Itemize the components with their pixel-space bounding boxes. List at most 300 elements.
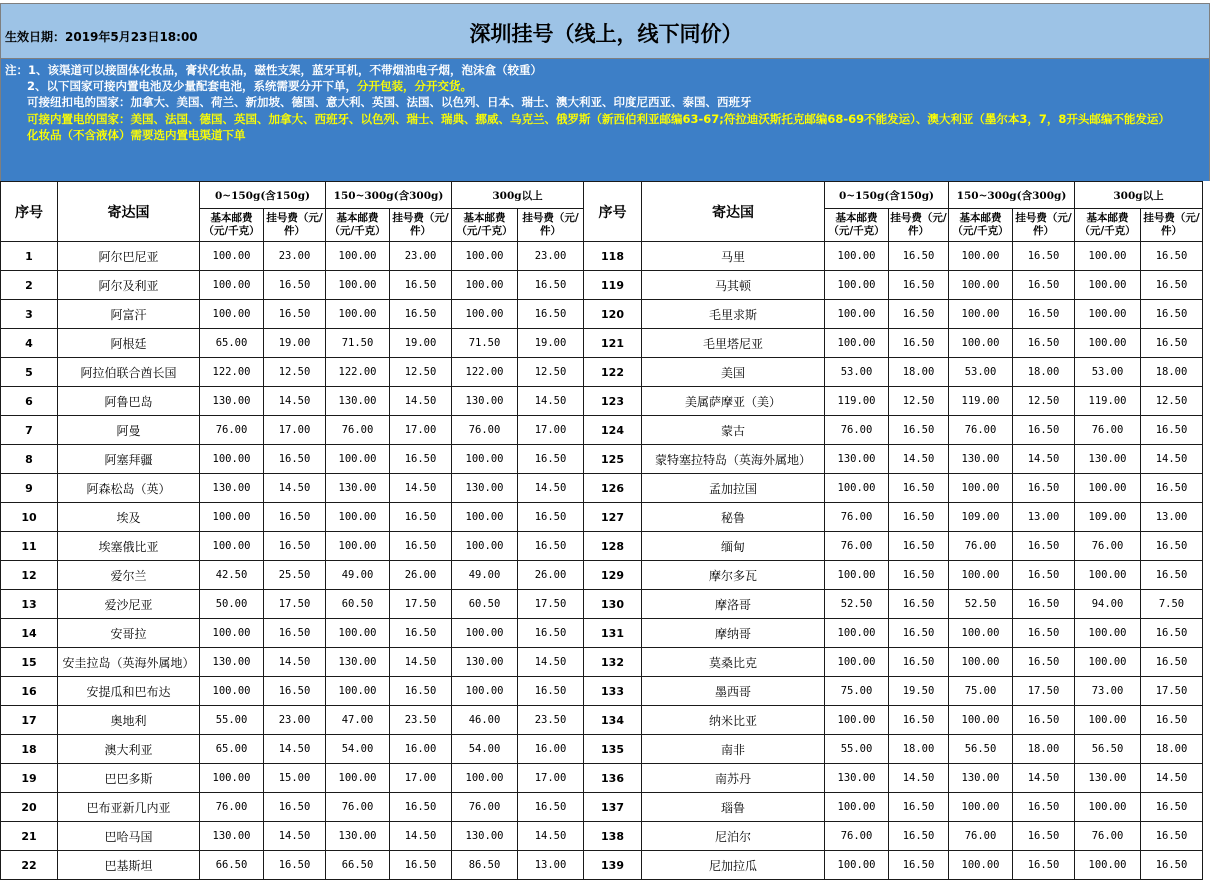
seq-cell-left: 20 — [1, 793, 58, 822]
base-fee-cell-right: 130.00 — [825, 764, 889, 793]
seq-cell-left: 16 — [1, 677, 58, 706]
header-country-left: 寄达国 — [58, 182, 200, 242]
base-fee-cell-right: 100.00 — [1075, 561, 1141, 590]
seq-cell-left: 21 — [1, 822, 58, 851]
base-fee-cell-right: 100.00 — [949, 242, 1013, 271]
base-fee-cell-left: 100.00 — [326, 503, 390, 532]
table-row — [1, 532, 1203, 561]
base-fee-cell-right: 119.00 — [949, 387, 1013, 416]
base-fee-cell-left: 130.00 — [200, 822, 264, 851]
country-cell-right: 毛里塔尼亚 — [642, 329, 825, 358]
country-cell-right: 蒙特塞拉特岛（英海外属地） — [642, 445, 825, 474]
reg-fee-cell-left: 19.00 — [390, 329, 452, 358]
base-fee-cell-left: 100.00 — [200, 271, 264, 300]
base-fee-cell-left: 100.00 — [326, 271, 390, 300]
reg-fee-cell-right: 16.50 — [1141, 706, 1203, 735]
reg-fee-cell-right: 16.50 — [1013, 619, 1075, 648]
note-line-2-highlight: 分开包装，分开交货。 — [357, 79, 472, 94]
reg-fee-cell-right: 18.00 — [1141, 735, 1203, 764]
reg-fee-cell-right: 18.00 — [1141, 358, 1203, 387]
table-row — [1, 822, 1203, 851]
country-cell-left: 澳大利亚 — [58, 735, 200, 764]
base-fee-cell-left: 76.00 — [452, 793, 518, 822]
base-fee-cell-left: 130.00 — [452, 822, 518, 851]
seq-cell-left: 4 — [1, 329, 58, 358]
table-row — [1, 503, 1203, 532]
base-fee-cell-left: 71.50 — [326, 329, 390, 358]
reg-fee-cell-right: 18.00 — [1013, 358, 1075, 387]
reg-fee-cell-left: 16.50 — [264, 851, 326, 880]
seq-cell-right: 130 — [584, 590, 642, 619]
base-fee-cell-left: 100.00 — [326, 764, 390, 793]
seq-cell-right: 119 — [584, 271, 642, 300]
reg-fee-cell-right: 16.50 — [889, 532, 949, 561]
table-row — [1, 619, 1203, 648]
reg-fee-cell-right: 13.00 — [1013, 503, 1075, 532]
reg-fee-cell-left: 12.50 — [390, 358, 452, 387]
reg-fee-cell-right: 16.50 — [1141, 532, 1203, 561]
seq-cell-right: 122 — [584, 358, 642, 387]
base-fee-cell-right: 119.00 — [1075, 387, 1141, 416]
base-fee-cell-left: 100.00 — [452, 242, 518, 271]
seq-cell-left: 17 — [1, 706, 58, 735]
country-cell-left: 阿富汗 — [58, 300, 200, 329]
country-cell-right: 马其顿 — [642, 271, 825, 300]
table-row — [1, 242, 1203, 271]
seq-cell-right: 133 — [584, 677, 642, 706]
reg-fee-cell-right: 16.50 — [1141, 329, 1203, 358]
seq-cell-left: 11 — [1, 532, 58, 561]
seq-cell-left: 13 — [1, 590, 58, 619]
country-cell-right: 马里 — [642, 242, 825, 271]
country-cell-left: 巴布亚新几内亚 — [58, 793, 200, 822]
reg-fee-cell-left: 16.50 — [390, 503, 452, 532]
reg-fee-cell-right: 16.50 — [1013, 648, 1075, 677]
reg-fee-cell-right: 16.50 — [889, 242, 949, 271]
table-row — [1, 793, 1203, 822]
reg-fee-cell-left: 16.50 — [390, 851, 452, 880]
table-row — [1, 445, 1203, 474]
base-fee-cell-left: 100.00 — [452, 764, 518, 793]
base-fee-cell-left: 130.00 — [326, 474, 390, 503]
reg-fee-cell-right: 16.50 — [889, 271, 949, 300]
base-fee-cell-right: 100.00 — [949, 793, 1013, 822]
base-fee-cell-right: 100.00 — [1075, 706, 1141, 735]
base-fee-cell-right: 76.00 — [949, 822, 1013, 851]
base-fee-cell-right: 100.00 — [825, 329, 889, 358]
base-fee-cell-right: 100.00 — [825, 474, 889, 503]
country-cell-right: 墨西哥 — [642, 677, 825, 706]
table-row — [1, 300, 1203, 329]
seq-cell-right: 139 — [584, 851, 642, 880]
reg-fee-cell-right: 16.50 — [1013, 532, 1075, 561]
country-cell-left: 阿塞拜疆 — [58, 445, 200, 474]
base-fee-cell-left: 71.50 — [452, 329, 518, 358]
base-fee-cell-left: 100.00 — [452, 300, 518, 329]
reg-fee-cell-right: 16.50 — [1141, 793, 1203, 822]
table-row — [1, 735, 1203, 764]
seq-cell-right: 124 — [584, 416, 642, 445]
base-fee-cell-right: 100.00 — [825, 271, 889, 300]
reg-fee-cell-left: 16.50 — [390, 271, 452, 300]
base-fee-cell-right: 100.00 — [1075, 271, 1141, 300]
base-fee-cell-left: 46.00 — [452, 706, 518, 735]
header-band3-left: 300g以上 — [452, 182, 584, 209]
reg-fee-cell-right: 16.50 — [889, 590, 949, 619]
country-cell-right: 美属萨摩亚（美） — [642, 387, 825, 416]
base-fee-cell-right: 76.00 — [825, 416, 889, 445]
reg-fee-cell-right: 16.50 — [889, 822, 949, 851]
base-fee-cell-left: 130.00 — [452, 474, 518, 503]
reg-fee-cell-right: 17.50 — [1013, 677, 1075, 706]
reg-fee-cell-left: 14.50 — [518, 648, 584, 677]
country-cell-left: 阿拉伯联合酋长国 — [58, 358, 200, 387]
country-cell-right: 孟加拉国 — [642, 474, 825, 503]
reg-fee-cell-left: 16.50 — [518, 300, 584, 329]
base-fee-cell-left: 100.00 — [452, 271, 518, 300]
country-cell-left: 巴基斯坦 — [58, 851, 200, 880]
reg-fee-cell-left: 14.50 — [518, 822, 584, 851]
note-line-5: 化妆品（不含液体）需要选内置电渠道下单 — [27, 127, 246, 142]
reg-fee-cell-left: 16.50 — [390, 677, 452, 706]
table-row — [1, 706, 1203, 735]
country-cell-left: 安哥拉 — [58, 619, 200, 648]
header-reg-fee: 挂号费（元/件） — [390, 209, 452, 242]
base-fee-cell-right: 53.00 — [825, 358, 889, 387]
country-cell-right: 纳米比亚 — [642, 706, 825, 735]
seq-cell-right: 118 — [584, 242, 642, 271]
reg-fee-cell-left: 16.00 — [390, 735, 452, 764]
reg-fee-cell-left: 14.50 — [518, 387, 584, 416]
reg-fee-cell-right: 16.50 — [1141, 416, 1203, 445]
header-band1-left: 0~150g(含150g) — [200, 182, 326, 209]
seq-cell-left: 2 — [1, 271, 58, 300]
seq-cell-right: 123 — [584, 387, 642, 416]
base-fee-cell-right: 100.00 — [825, 706, 889, 735]
table-row — [1, 329, 1203, 358]
reg-fee-cell-left: 16.50 — [390, 300, 452, 329]
base-fee-cell-left: 100.00 — [452, 619, 518, 648]
base-fee-cell-left: 100.00 — [200, 445, 264, 474]
note-line-4: 可接内置电的国家：美国、法国、德国、英国、加拿大、西班牙、以色列、瑞士、瑞典、挪威、乌克兰、俄罗斯（新西伯利亚邮编63-67;符拉迪沃斯托克邮编68-69不能发运）、澳大利亚（墨尔本3，7，8开头邮编不能发运） — [27, 111, 1170, 126]
reg-fee-cell-right: 14.50 — [1013, 764, 1075, 793]
base-fee-cell-right: 100.00 — [949, 706, 1013, 735]
reg-fee-cell-left: 23.50 — [518, 706, 584, 735]
reg-fee-cell-left: 23.00 — [390, 242, 452, 271]
seq-cell-left: 22 — [1, 851, 58, 880]
reg-fee-cell-right: 19.50 — [889, 677, 949, 706]
seq-cell-right: 138 — [584, 822, 642, 851]
base-fee-cell-right: 100.00 — [1075, 619, 1141, 648]
sheet-header — [0, 3, 1210, 59]
reg-fee-cell-left: 14.50 — [390, 648, 452, 677]
base-fee-cell-left: 76.00 — [326, 416, 390, 445]
seq-cell-right: 126 — [584, 474, 642, 503]
reg-fee-cell-right: 16.50 — [1013, 474, 1075, 503]
base-fee-cell-right: 76.00 — [1075, 532, 1141, 561]
reg-fee-cell-right: 16.50 — [1141, 648, 1203, 677]
reg-fee-cell-left: 16.50 — [518, 793, 584, 822]
country-cell-left: 安圭拉岛（英海外属地） — [58, 648, 200, 677]
note-line-2 — [5, 78, 1201, 94]
page-title: 深圳挂号（线上，线下同价） — [469, 22, 743, 46]
country-cell-left: 埃塞俄比亚 — [58, 532, 200, 561]
country-cell-right: 摩洛哥 — [642, 590, 825, 619]
reg-fee-cell-left: 23.50 — [390, 706, 452, 735]
base-fee-cell-right: 130.00 — [1075, 764, 1141, 793]
header-band2-left: 150~300g(含300g) — [326, 182, 452, 209]
base-fee-cell-right: 100.00 — [1075, 300, 1141, 329]
base-fee-cell-left: 100.00 — [326, 242, 390, 271]
base-fee-cell-left: 50.00 — [200, 590, 264, 619]
reg-fee-cell-right: 12.50 — [1013, 387, 1075, 416]
seq-cell-left: 19 — [1, 764, 58, 793]
base-fee-cell-right: 100.00 — [949, 474, 1013, 503]
reg-fee-cell-right: 7.50 — [1141, 590, 1203, 619]
base-fee-cell-left: 65.00 — [200, 329, 264, 358]
reg-fee-cell-right: 16.50 — [1141, 619, 1203, 648]
country-cell-right: 秘鲁 — [642, 503, 825, 532]
reg-fee-cell-left: 16.50 — [264, 445, 326, 474]
reg-fee-cell-right: 16.50 — [1013, 271, 1075, 300]
seq-cell-left: 9 — [1, 474, 58, 503]
base-fee-cell-left: 130.00 — [326, 822, 390, 851]
base-fee-cell-left: 100.00 — [200, 503, 264, 532]
header-reg-fee: 挂号费（元/件） — [518, 209, 584, 242]
table-row — [1, 764, 1203, 793]
seq-cell-right: 135 — [584, 735, 642, 764]
reg-fee-cell-left: 17.50 — [390, 590, 452, 619]
reg-fee-cell-left: 16.50 — [518, 619, 584, 648]
reg-fee-cell-left: 23.00 — [518, 242, 584, 271]
reg-fee-cell-left: 17.00 — [390, 416, 452, 445]
country-cell-right: 莫桑比克 — [642, 648, 825, 677]
country-cell-right: 尼泊尔 — [642, 822, 825, 851]
base-fee-cell-right: 76.00 — [949, 532, 1013, 561]
country-cell-left: 阿尔巴尼亚 — [58, 242, 200, 271]
header-country-right: 寄达国 — [642, 182, 825, 242]
reg-fee-cell-left: 16.00 — [518, 735, 584, 764]
base-fee-cell-left: 76.00 — [200, 793, 264, 822]
base-fee-cell-left: 130.00 — [326, 648, 390, 677]
base-fee-cell-right: 100.00 — [1075, 648, 1141, 677]
seq-cell-left: 15 — [1, 648, 58, 677]
country-cell-right: 缅甸 — [642, 532, 825, 561]
seq-cell-left: 10 — [1, 503, 58, 532]
reg-fee-cell-left: 14.50 — [264, 387, 326, 416]
table-row — [1, 677, 1203, 706]
base-fee-cell-right: 100.00 — [825, 242, 889, 271]
header-reg-fee: 挂号费（元/件） — [889, 209, 949, 242]
reg-fee-cell-left: 14.50 — [264, 735, 326, 764]
reg-fee-cell-right: 16.50 — [889, 561, 949, 590]
reg-fee-cell-left: 16.50 — [264, 793, 326, 822]
reg-fee-cell-right: 16.50 — [1141, 561, 1203, 590]
reg-fee-cell-right: 16.50 — [889, 503, 949, 532]
base-fee-cell-right: 100.00 — [1075, 329, 1141, 358]
base-fee-cell-left: 130.00 — [452, 387, 518, 416]
reg-fee-cell-right: 16.50 — [1013, 706, 1075, 735]
reg-fee-cell-right: 16.50 — [1013, 416, 1075, 445]
table-row — [1, 590, 1203, 619]
reg-fee-cell-left: 13.00 — [518, 851, 584, 880]
base-fee-cell-right: 76.00 — [1075, 416, 1141, 445]
note-line-1: 注：1、该渠道可以接固体化妆品，膏状化妆品，磁性支架，蓝牙耳机，不带烟油电子烟，泡沫盒（较重） — [5, 63, 542, 77]
base-fee-cell-left: 54.00 — [326, 735, 390, 764]
base-fee-cell-right: 100.00 — [949, 851, 1013, 880]
table-row — [1, 561, 1203, 590]
reg-fee-cell-right: 16.50 — [1141, 851, 1203, 880]
reg-fee-cell-right: 16.50 — [1141, 300, 1203, 329]
base-fee-cell-right: 130.00 — [825, 445, 889, 474]
reg-fee-cell-right: 16.50 — [1141, 242, 1203, 271]
country-cell-left: 爱沙尼亚 — [58, 590, 200, 619]
reg-fee-cell-right: 16.50 — [1013, 590, 1075, 619]
seq-cell-right: 121 — [584, 329, 642, 358]
header-base-fee: 基本邮费（元/千克） — [1075, 209, 1141, 242]
base-fee-cell-right: 76.00 — [825, 503, 889, 532]
reg-fee-cell-right: 12.50 — [1141, 387, 1203, 416]
base-fee-cell-left: 86.50 — [452, 851, 518, 880]
reg-fee-cell-left: 16.50 — [518, 532, 584, 561]
country-cell-left: 阿根廷 — [58, 329, 200, 358]
seq-cell-right: 127 — [584, 503, 642, 532]
notes-panel — [0, 59, 1210, 181]
reg-fee-cell-right: 14.50 — [1013, 445, 1075, 474]
reg-fee-cell-right: 16.50 — [889, 300, 949, 329]
country-cell-right: 南非 — [642, 735, 825, 764]
base-fee-cell-left: 42.50 — [200, 561, 264, 590]
base-fee-cell-left: 100.00 — [326, 300, 390, 329]
reg-fee-cell-right: 17.50 — [1141, 677, 1203, 706]
header-seq-left: 序号 — [1, 182, 58, 242]
seq-cell-left: 1 — [1, 242, 58, 271]
base-fee-cell-left: 130.00 — [200, 474, 264, 503]
base-fee-cell-right: 130.00 — [1075, 445, 1141, 474]
country-cell-left: 巴巴多斯 — [58, 764, 200, 793]
table-row — [1, 474, 1203, 503]
base-fee-cell-left: 60.50 — [452, 590, 518, 619]
country-cell-right: 瑙鲁 — [642, 793, 825, 822]
country-cell-left: 奥地利 — [58, 706, 200, 735]
seq-cell-right: 134 — [584, 706, 642, 735]
base-fee-cell-left: 55.00 — [200, 706, 264, 735]
header-band2-right: 150~300g(含300g) — [949, 182, 1075, 209]
seq-cell-right: 129 — [584, 561, 642, 590]
reg-fee-cell-left: 14.50 — [390, 387, 452, 416]
reg-fee-cell-left: 16.50 — [518, 445, 584, 474]
base-fee-cell-left: 100.00 — [452, 532, 518, 561]
country-cell-right: 毛里求斯 — [642, 300, 825, 329]
base-fee-cell-right: 109.00 — [1075, 503, 1141, 532]
reg-fee-cell-right: 14.50 — [1141, 445, 1203, 474]
reg-fee-cell-left: 16.50 — [264, 271, 326, 300]
reg-fee-cell-right: 16.50 — [889, 706, 949, 735]
reg-fee-cell-left: 17.00 — [518, 416, 584, 445]
header-band3-right: 300g以上 — [1075, 182, 1203, 209]
reg-fee-cell-left: 16.50 — [390, 445, 452, 474]
reg-fee-cell-left: 14.50 — [518, 474, 584, 503]
base-fee-cell-left: 100.00 — [326, 677, 390, 706]
base-fee-cell-right: 76.00 — [825, 532, 889, 561]
base-fee-cell-right: 56.50 — [949, 735, 1013, 764]
base-fee-cell-right: 100.00 — [949, 561, 1013, 590]
base-fee-cell-left: 130.00 — [452, 648, 518, 677]
reg-fee-cell-left: 15.00 — [264, 764, 326, 793]
base-fee-cell-right: 100.00 — [949, 271, 1013, 300]
header-reg-fee: 挂号费（元/件） — [1141, 209, 1203, 242]
reg-fee-cell-right: 16.50 — [1141, 822, 1203, 851]
seq-cell-right: 120 — [584, 300, 642, 329]
reg-fee-cell-right: 16.50 — [889, 619, 949, 648]
seq-cell-left: 12 — [1, 561, 58, 590]
base-fee-cell-left: 66.50 — [326, 851, 390, 880]
base-fee-cell-right: 100.00 — [825, 561, 889, 590]
reg-fee-cell-left: 23.00 — [264, 706, 326, 735]
country-cell-left: 阿曼 — [58, 416, 200, 445]
reg-fee-cell-left: 14.50 — [264, 474, 326, 503]
country-cell-left: 阿尔及利亚 — [58, 271, 200, 300]
base-fee-cell-left: 100.00 — [452, 677, 518, 706]
reg-fee-cell-left: 16.50 — [390, 619, 452, 648]
base-fee-cell-right: 56.50 — [1075, 735, 1141, 764]
header-base-fee: 基本邮费（元/千克） — [326, 209, 390, 242]
base-fee-cell-left: 100.00 — [200, 619, 264, 648]
base-fee-cell-right: 52.50 — [949, 590, 1013, 619]
seq-cell-right: 137 — [584, 793, 642, 822]
seq-cell-right: 131 — [584, 619, 642, 648]
seq-cell-left: 14 — [1, 619, 58, 648]
seq-cell-left: 7 — [1, 416, 58, 445]
reg-fee-cell-left: 26.00 — [390, 561, 452, 590]
reg-fee-cell-right: 12.50 — [889, 387, 949, 416]
base-fee-cell-left: 130.00 — [326, 387, 390, 416]
rate-table — [0, 181, 1203, 880]
base-fee-cell-left: 66.50 — [200, 851, 264, 880]
reg-fee-cell-left: 23.00 — [264, 242, 326, 271]
base-fee-cell-right: 119.00 — [825, 387, 889, 416]
reg-fee-cell-left: 16.50 — [264, 677, 326, 706]
header-reg-fee: 挂号费（元/件） — [1013, 209, 1075, 242]
base-fee-cell-left: 122.00 — [200, 358, 264, 387]
base-fee-cell-right: 100.00 — [825, 300, 889, 329]
base-fee-cell-right: 75.00 — [949, 677, 1013, 706]
reg-fee-cell-right: 14.50 — [889, 764, 949, 793]
base-fee-cell-left: 49.00 — [452, 561, 518, 590]
seq-cell-right: 125 — [584, 445, 642, 474]
base-fee-cell-right: 55.00 — [825, 735, 889, 764]
reg-fee-cell-left: 16.50 — [264, 619, 326, 648]
reg-fee-cell-left: 14.50 — [264, 648, 326, 677]
base-fee-cell-left: 122.00 — [326, 358, 390, 387]
base-fee-cell-right: 75.00 — [825, 677, 889, 706]
base-fee-cell-right: 94.00 — [1075, 590, 1141, 619]
base-fee-cell-right: 100.00 — [1075, 851, 1141, 880]
reg-fee-cell-right: 16.50 — [1013, 242, 1075, 271]
base-fee-cell-left: 54.00 — [452, 735, 518, 764]
base-fee-cell-left: 100.00 — [452, 503, 518, 532]
base-fee-cell-right: 52.50 — [825, 590, 889, 619]
reg-fee-cell-right: 16.50 — [889, 474, 949, 503]
base-fee-cell-left: 60.50 — [326, 590, 390, 619]
reg-fee-cell-left: 17.00 — [518, 764, 584, 793]
base-fee-cell-right: 100.00 — [825, 619, 889, 648]
base-fee-cell-right: 130.00 — [949, 445, 1013, 474]
reg-fee-cell-left: 16.50 — [264, 503, 326, 532]
base-fee-cell-left: 76.00 — [200, 416, 264, 445]
table-row — [1, 648, 1203, 677]
reg-fee-cell-left: 17.50 — [264, 590, 326, 619]
